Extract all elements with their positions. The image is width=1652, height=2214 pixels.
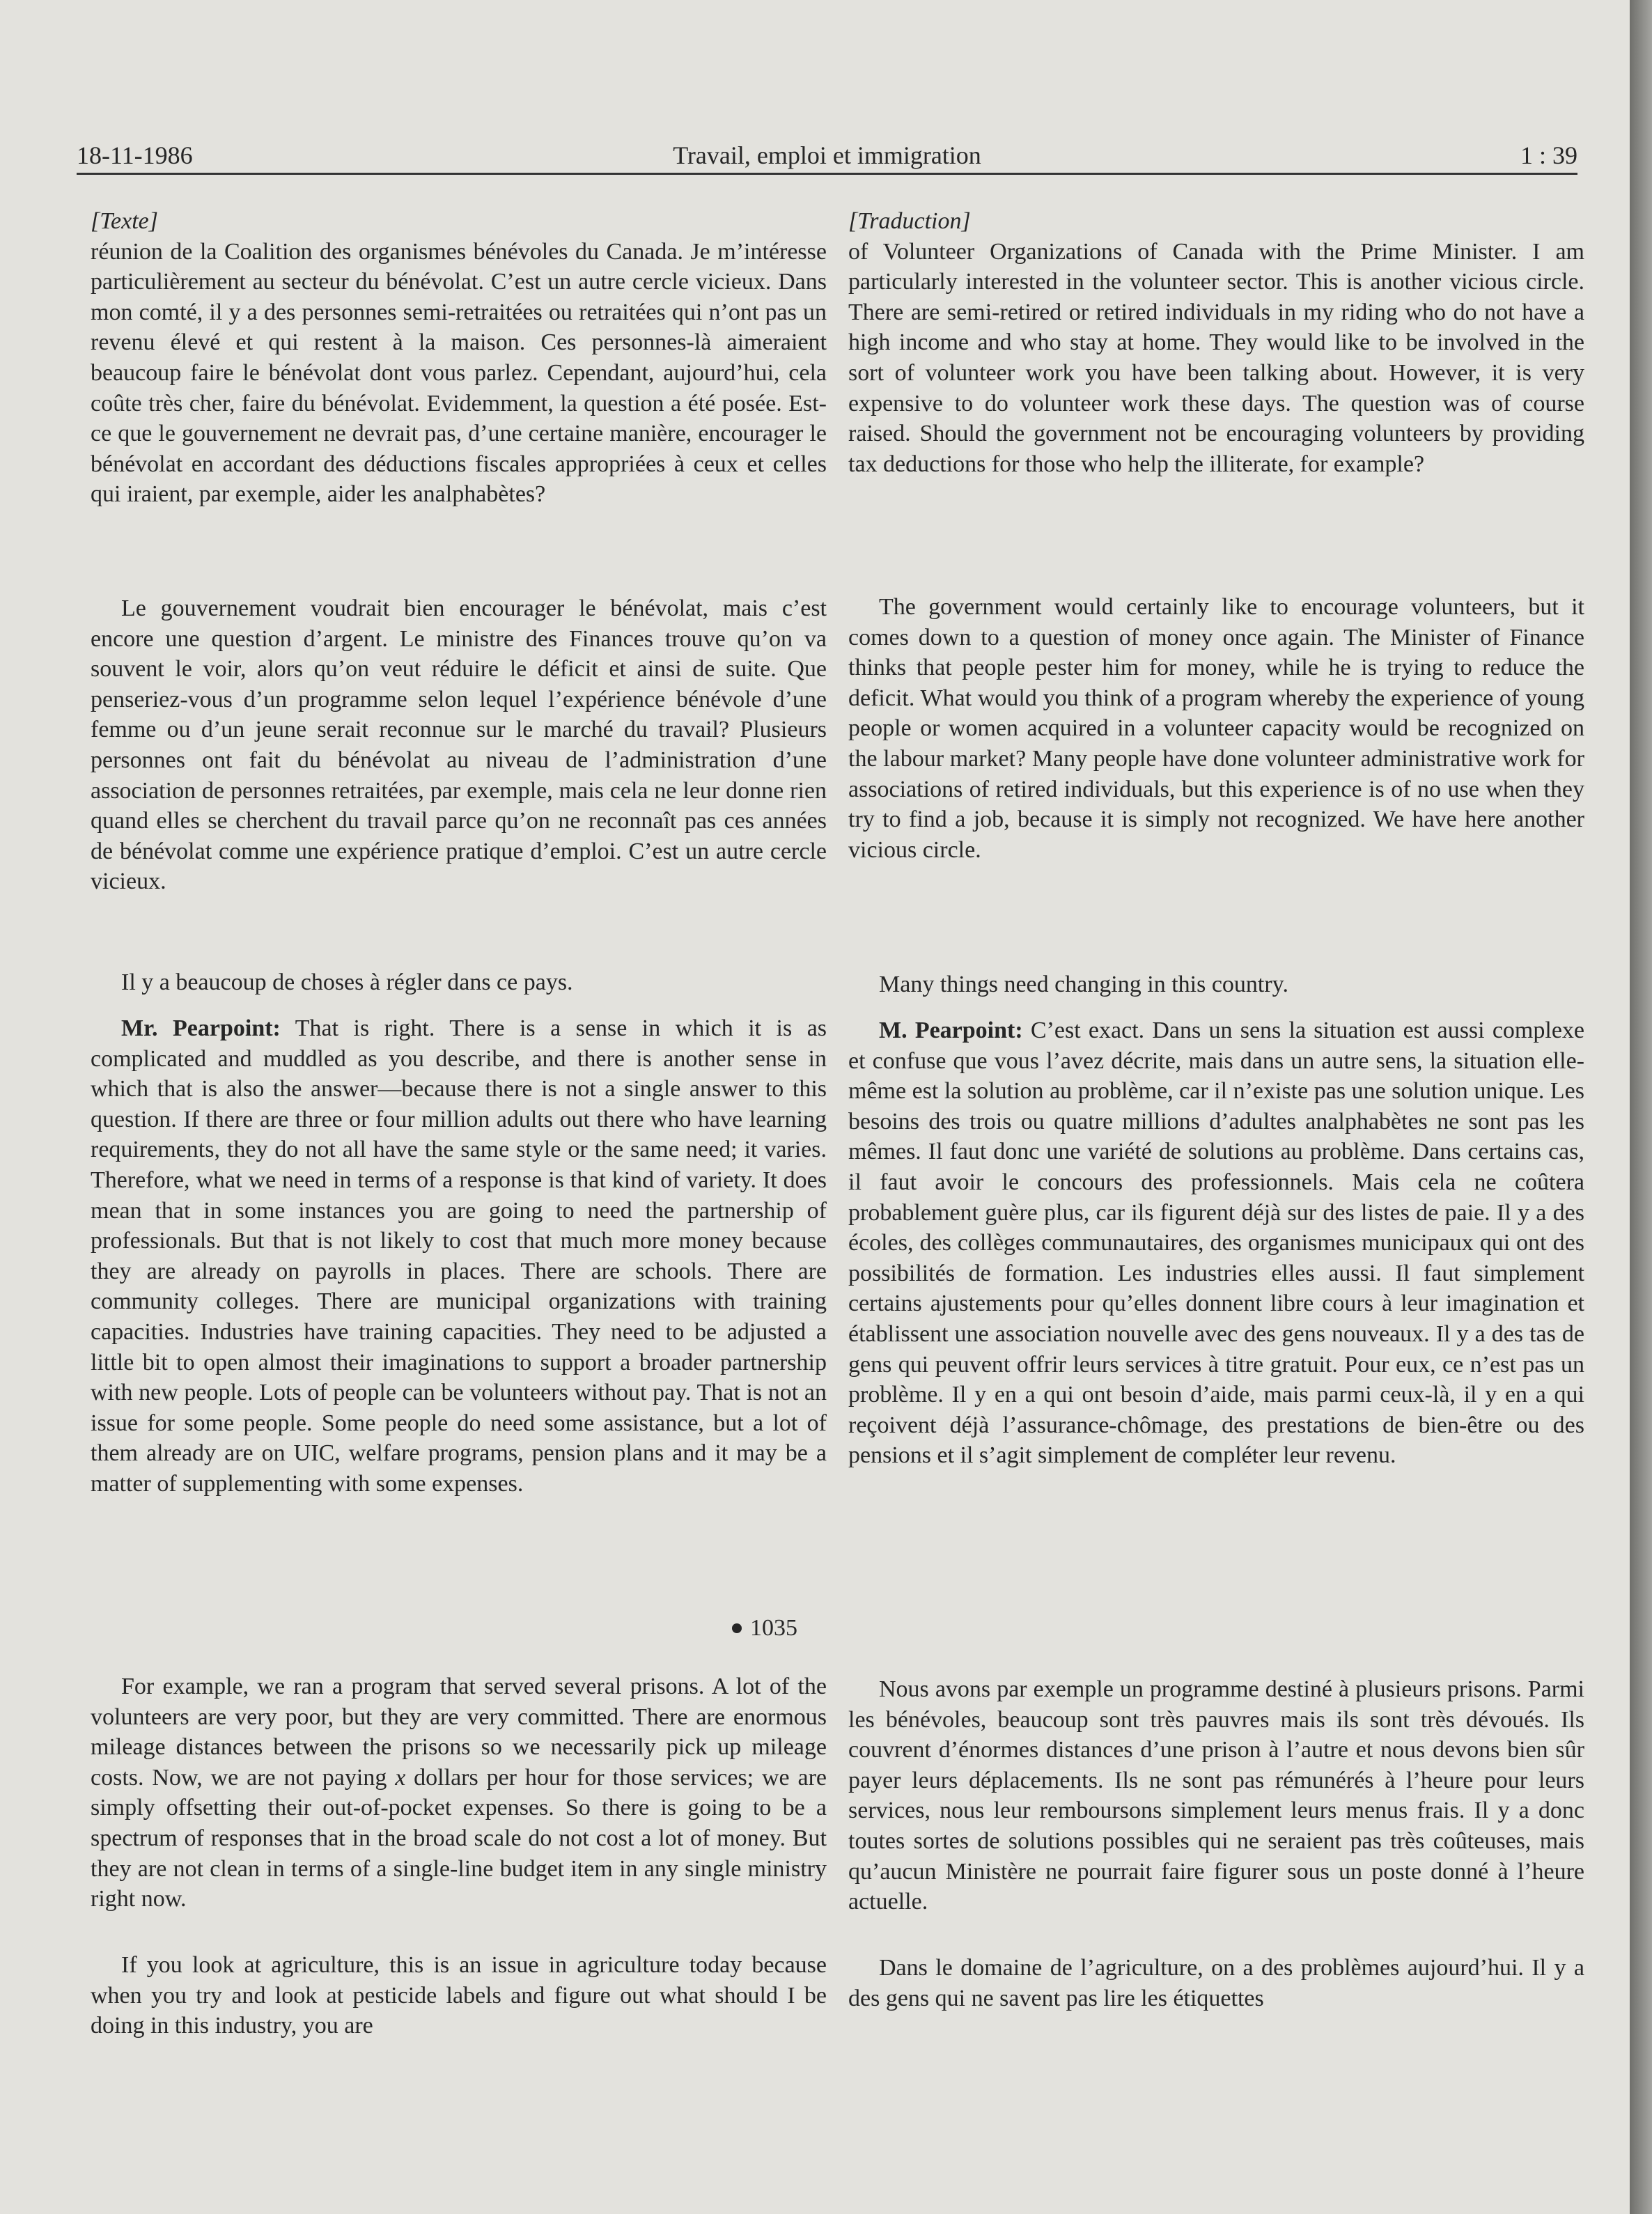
left-column-top xyxy=(91,206,827,510)
right-column-p3 xyxy=(848,969,1584,1000)
left-column-p6 xyxy=(91,1950,827,2041)
right-speaker-name: M. Pearpoint: xyxy=(879,1018,1023,1043)
left-column-p4 xyxy=(91,1013,827,1499)
right-paragraph-3: Many things need changing in this country. xyxy=(879,972,1288,997)
left-paragraph-4-text: That is right. There is a sense in which it is as complicated and muddled as you describe, and there is another sense in which that is also the answer—because there is not a single answer to this question. If there are three or four million adults out there who have learning requirements, they do not all have the same style or the same need; it varies. Therefore, what we need in terms of a response is that kind of variety. It does mean that in some instances you are going to need the partnership of professionals. But that is not likely to cost that much more money because they are already on payrolls in places. There are schools. There are community colleges. There are municipal organizations with training capacities. Industries have training capacities. They need to be adjusted a little bit to open almost their imaginations to support a broader partnership with new people. Lots of people can be volunteers without pay. That is not an issue for some people. Some people do need some assistance, but a lot of them already are on UIC, welfare programs, pension plans and it may be a matter of supplementing with some expenses. xyxy=(91,1015,827,1497)
left-column-p5 xyxy=(91,1671,827,1915)
right-paragraph-2: The government would certainly like to encourage volunteers, but it comes down to a question of money once again. The Minister of Finance thinks that people pester him for money, while he is trying to reduce the deficit. What would you think of a program whereby the experience of young people or women acquired in a volunteer capacity would be recognized on the labour market? Many people have done volunteer administrative work for associations of retired individuals, but this experience is of no use when they try to find a job, because it is simply not recognized. We have here another vicious circle. xyxy=(848,594,1584,863)
header-title: Travail, emploi et immigration xyxy=(673,141,981,169)
header-page-number: 1 : 39 xyxy=(1520,141,1577,169)
right-column-p5 xyxy=(848,1674,1584,1917)
right-column-top xyxy=(848,206,1584,479)
right-column-p4 xyxy=(848,1015,1584,1471)
left-paragraph-1: réunion de la Coalition des organismes bénévoles du Canada. Je m’intéresse particulièrement au secteur du bénévolat. C’est un autre cercle vicieux. Dans mon comté, il y a des personnes semi-retraitées ou retraitées qui n’ont pas un revenu élevé et qui restent à la maison. Ces personnes-là aimeraient beaucoup faire le bénévolat dont vous parlez. Cependant, aujourd’hui, cela coûte très cher, faire du bénévolat. Evidemment, la question a été posée. Est-ce que le gouvernement ne devrait pas, d’une certaine manière, encourager le bénévolat en accordant des déductions fiscales appropriées à ceux et celles qui iraient, par exemple, aider les analphabètes? xyxy=(91,238,827,508)
bullet-icon xyxy=(732,1623,742,1633)
time-marker xyxy=(732,1613,797,1644)
right-paragraph-4 xyxy=(848,1015,1584,1471)
header-date: 18-11-1986 xyxy=(77,141,193,169)
right-paragraph-5: Nous avons par exemple un programme destiné à plusieurs prisons. Parmi les bénévoles, beaucoup sont très pauvres mais ils sont très dévoués. Ils couvrent d’énormes distances d’une prison à l’autre et nous devons bien sûr payer leurs déplacements. Ils ne sont pas rémunérés à l’heure pour leurs services, nous leur remboursons simplement leurs menus frais. Il y a donc toutes sortes de solutions possibles qui ne seraient pas très coûteuses, mais qu’aucun Ministère ne pourrait faire figurer sous un poste donné à l’heure actuelle. xyxy=(848,1676,1584,1915)
right-paragraph-1: of Volunteer Organizations of Canada with the Prime Minister. I am particularly interested in the volunteer sector. This is another vicious circle. There are semi-retired or retired individuals in my riding who do not have a high income and who stay at home. They would like to be involved in the sort of volunteer work you have been talking about. However, it is very expensive to do volunteer work these days. The question was of course raised. Should the government not be encouraging volunteers by providing tax deductions for those who help the illiterate, for example? xyxy=(848,238,1584,477)
left-speaker-name: Mr. Pearpoint: xyxy=(121,1015,281,1041)
right-language-tag: [Traduction] xyxy=(848,208,971,234)
left-paragraph-3: Il y a beaucoup de choses à régler dans ce pays. xyxy=(121,969,573,995)
left-column-p3 xyxy=(91,967,827,998)
left-language-tag: [Texte] xyxy=(91,208,158,234)
header-rule xyxy=(77,173,1577,175)
left-paragraph-2: Le gouvernement voudrait bien encourager le bénévolat, mais c’est encore une question d’argent. Le ministre des Finances trouve qu’on va souvent le voir, alors qu’on veut réduire le déficit et ainsi de suite. Que penseriez-vous d’un programme selon lequel l’expérience bénévole d’une femme ou d’un jeune serait reconnue sur le marché du travail? Plusieurs personnes ont fait du bénévolat au niveau de l’administration d’une association de personnes retraitées, par exemple, mais cela ne leur donne rien quand elles se cherchent du travail parce qu’on ne reconnaît pas ces années de bénévolat comme une expérience pratique d’emploi. C’est un autre cercle vicieux. xyxy=(91,595,827,895)
left-column-p2 xyxy=(91,593,827,897)
time-marker-label: 1035 xyxy=(750,1615,797,1641)
right-column-p2 xyxy=(848,592,1584,865)
left-paragraph-5-variable: x xyxy=(395,1764,406,1791)
left-paragraph-4 xyxy=(91,1013,827,1499)
right-column-p6 xyxy=(848,1953,1584,2013)
left-paragraph-6: If you look at agriculture, this is an issue in agriculture today because when you try and look at pesticide labels and figure out what should I be doing in this industry, you are xyxy=(91,1952,827,2039)
right-paragraph-6: Dans le domaine de l’agriculture, on a des problèmes aujourd’hui. Il y a des gens qui ne savent pas lire les étiquettes xyxy=(848,1955,1584,2011)
right-paragraph-4-text: C’est exact. Dans un sens la situation est aussi complexe et confuse que vous l’avez décrite, mais dans un autre sens, la situation elle-même est la solution au problème, car il n’existe pas une solution unique. Les besoins des trois ou quatre millions d’adultes analphabètes ne sont pas les mêmes. Il faut donc une variété de solutions au problème. Dans certains cas, il faut avoir le concours des professionnels. Mais cela ne coûtera probablement guère plus, car ils figurent déjà sur des listes de paie. Il y a des écoles, des collèges communautaires, des organismes municipaux qui ont des possibilités de formation. Les industries elles aussi. Il faut simplement certains ajustements pour qu’elles donnent libre cours à leur imagination et établissent une association nouvelle avec des gens nouveaux. Il y a des tas de gens qui peuvent offrir leurs services à titre gratuit. Pour eux, ce n’est pas un problème. Il y en a qui ont besoin d’aide, mais parmi ceux-là, il y en a qui reçoivent déjà l’assurance-chômage, des prestations de bien-être ou des pensions et il s’agit simplement de compléter leur revenu. xyxy=(848,1018,1585,1469)
left-paragraph-5-part-a: For example, we ran a program that served several prisons. A lot of the volunteers are very poor, but they are very committed. There are enormous mileage distances between the prisons so we necessarily pick up mileage costs. Now, we are not paying xyxy=(91,1674,827,1791)
left-paragraph-5-part-b: dollars per hour for those services; we are simply offsetting their out-of-pocket expenses. So there is going to be a spectrum of responses that in the broad scale do not cost a lot of money. But they are not clean in terms of a single-line budget item in any single ministry right now. xyxy=(91,1764,827,1912)
running-header xyxy=(77,136,1577,175)
left-paragraph-5 xyxy=(91,1671,827,1915)
page-edge xyxy=(1630,0,1652,2214)
